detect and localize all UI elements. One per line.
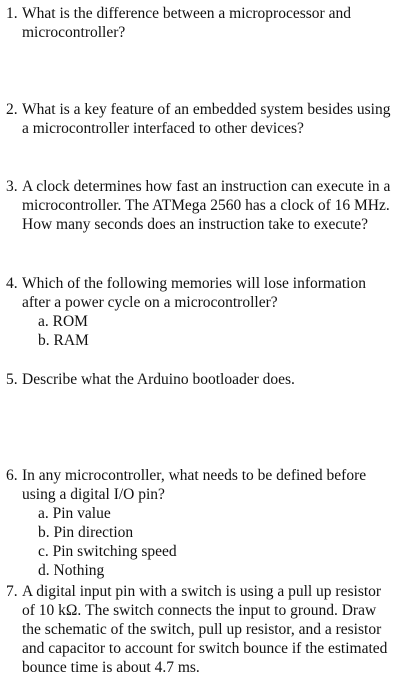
option-text: a. Pin value xyxy=(38,505,111,522)
question-text: using a digital I/O pin? xyxy=(22,486,165,503)
option-text: b. RAM xyxy=(38,332,89,349)
option-text: b. Pin direction xyxy=(38,524,134,541)
question-text: How many seconds does an instruction take to execute? xyxy=(22,216,369,233)
question-line xyxy=(0,215,420,234)
question-text: bounce time is about 4.7 ms. xyxy=(22,659,200,676)
question-line xyxy=(0,485,420,504)
question-1 xyxy=(0,4,420,42)
question-number: 2. xyxy=(6,101,18,118)
question-line xyxy=(0,119,420,138)
question-2 xyxy=(0,100,420,138)
answer-option xyxy=(0,561,420,580)
question-line xyxy=(0,177,420,196)
question-line xyxy=(0,582,420,601)
answer-option xyxy=(0,312,420,331)
question-line xyxy=(0,658,420,677)
question-number: 5. xyxy=(6,371,18,388)
question-5 xyxy=(0,370,420,389)
question-number: 3. xyxy=(6,178,18,195)
question-text: Describe what the Arduino bootloader does. xyxy=(22,371,295,388)
question-text: What is the difference between a microprocessor and xyxy=(22,5,351,22)
question-line xyxy=(0,370,420,389)
question-text: What is a key feature of an embedded system besides using xyxy=(22,101,391,118)
answer-option xyxy=(0,523,420,542)
question-line xyxy=(0,293,420,312)
question-line xyxy=(0,100,420,119)
question-4 xyxy=(0,274,420,350)
question-line xyxy=(0,620,420,639)
question-number: 4. xyxy=(6,275,18,292)
question-7 xyxy=(0,582,420,677)
answer-option xyxy=(0,331,420,350)
answer-option xyxy=(0,542,420,561)
question-number: 6. xyxy=(6,467,18,484)
question-text: a microcontroller interfaced to other devices? xyxy=(22,120,304,137)
question-line xyxy=(0,4,420,23)
question-text: Which of the following memories will lose information xyxy=(22,275,366,292)
question-3 xyxy=(0,177,420,234)
option-text: d. Nothing xyxy=(38,562,105,579)
question-text: and capacitor to account for switch bounce if the estimated xyxy=(22,640,388,657)
question-line xyxy=(0,274,420,293)
question-text: after a power cycle on a microcontroller? xyxy=(22,294,278,311)
question-line xyxy=(0,639,420,658)
question-text: A clock determines how fast an instruction can execute in a xyxy=(22,178,391,195)
question-line xyxy=(0,196,420,215)
question-text: of 10 kΩ. The switch connects the input to ground. Draw xyxy=(22,602,377,619)
question-line xyxy=(0,466,420,485)
option-text: a. ROM xyxy=(38,313,88,330)
option-text: c. Pin switching speed xyxy=(38,543,177,560)
question-text: microcontroller? xyxy=(22,24,126,41)
question-number: 1. xyxy=(6,5,18,22)
answer-option xyxy=(0,504,420,523)
question-text: the schematic of the switch, pull up resistor, and a resistor xyxy=(22,621,382,638)
question-number: 7. xyxy=(6,583,18,600)
question-text: In any microcontroller, what needs to be defined before xyxy=(22,467,367,484)
question-6 xyxy=(0,466,420,580)
question-text: A digital input pin with a switch is using a pull up resistor xyxy=(22,583,382,600)
question-line xyxy=(0,601,420,620)
question-text: microcontroller. The ATMega 2560 has a clock of 16 MHz. xyxy=(22,197,390,214)
question-line xyxy=(0,23,420,42)
